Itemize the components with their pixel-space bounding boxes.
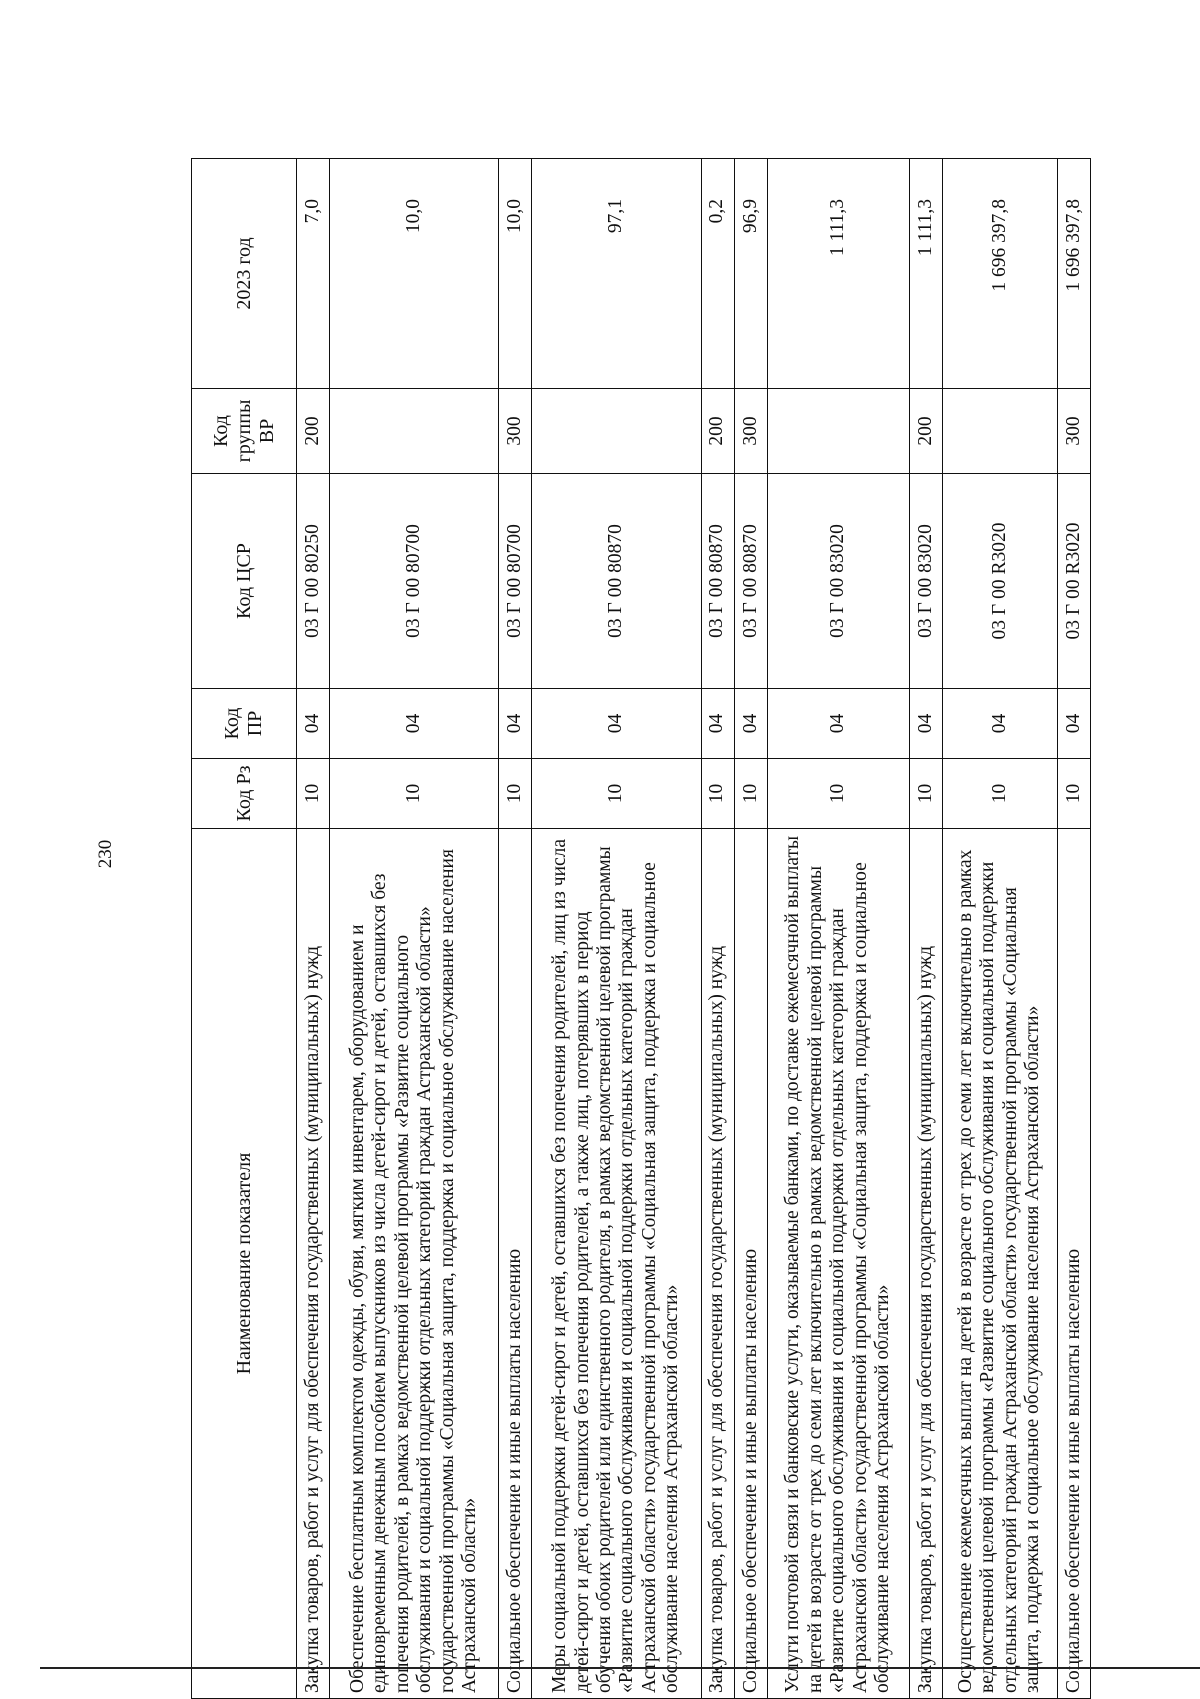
cell-vr: 300 (734, 389, 767, 474)
cell-csr: 03 Г 00 80700 (499, 474, 532, 689)
table-row (499, 159, 532, 1699)
cell-name: Меры социальной поддержки детей-сирот и детей, оставшихся без попечения родителей, лиц из числа детей-сирот и детей, оставшихся без попечения родителей, а также лиц, потерявших в период обучения обоих родителей или единственного родителя, в рамках ведомственной целевой программы «Развитие социального обслуживания и социальной поддержки отдельных категорий граждан Астраханской области» государственной программы «Социальная защита, поддержка и социальное обслуживание населения Астраханской области» (532, 829, 701, 1699)
cell-rz: 10 (532, 759, 701, 829)
cell-vr (767, 389, 909, 474)
cell-name: Обеспечение бесплатным комплектом одежды, обуви, мягким инвентарем, оборудованием и единовременным денежным пособием выпускников из числа детей-сирот и детей, оставшихся без попечения родителей, в рамках ведомственной целевой программы «Развитие социального обслуживания и социальной поддержки отдельных категорий граждан Астраханской области» государственной программы «Социальная защита, поддержка и социальное обслуживание населения Астраханской области» (330, 829, 499, 1699)
cell-rz: 10 (701, 759, 734, 829)
cell-value: 10,0 (499, 159, 532, 389)
cell-name: Закупка товаров, работ и услуг для обеспечения государственных (муниципальных) нужд (297, 829, 330, 1699)
cell-pr: 04 (499, 689, 532, 759)
cell-csr: 03 Г 00 83020 (767, 474, 909, 689)
cell-csr: 03 Г 00 80870 (734, 474, 767, 689)
cell-value: 1 696 397,8 (943, 159, 1058, 389)
cell-value: 1 111,3 (767, 159, 909, 389)
cell-value: 0,2 (701, 159, 734, 389)
header-pr: Код ПР (192, 689, 297, 759)
cell-value: 1 111,3 (909, 159, 942, 389)
table-row (297, 159, 330, 1699)
cell-rz: 10 (330, 759, 499, 829)
cell-value: 96,9 (734, 159, 767, 389)
table-body (297, 159, 1091, 1699)
cell-rz: 10 (297, 759, 330, 829)
cell-rz: 10 (767, 759, 909, 829)
cell-rz: 10 (1057, 759, 1090, 829)
header-rz: Код Рз (192, 759, 297, 829)
cell-value: 10,0 (330, 159, 499, 389)
cell-name: Услуги почтовой связи и банковские услуги, оказываемые банками, по доставке ежемесячной выплаты на детей в возрасте от трех до семи лет включительно в рамках ведомственной целевой программы «Развитие социального обслуживания и социальной поддержки отдельных категорий граждан Астраханской области» государственной программы «Социальная защита, поддержка и социальное обслуживание населения Астраханской области» (767, 829, 909, 1699)
cell-csr: 03 Г 00 83020 (909, 474, 942, 689)
table-row (1057, 159, 1090, 1699)
table-row (943, 159, 1058, 1699)
cell-vr: 300 (1057, 389, 1090, 474)
budget-table (191, 158, 1091, 1699)
table-header-row (192, 159, 297, 1699)
cell-pr: 04 (943, 689, 1058, 759)
cell-vr: 200 (297, 389, 330, 474)
cell-name: Закупка товаров, работ и услуг для обеспечения государственных (муниципальных) нужд (701, 829, 734, 1699)
cell-pr: 04 (330, 689, 499, 759)
cell-value: 97,1 (532, 159, 701, 389)
cell-vr: 200 (701, 389, 734, 474)
cell-pr: 04 (701, 689, 734, 759)
cell-rz: 10 (909, 759, 942, 829)
cell-pr: 04 (1057, 689, 1090, 759)
header-csr: Код ЦСР (192, 474, 297, 689)
cell-vr (330, 389, 499, 474)
page-number: 230 (95, 839, 116, 869)
header-name: Наименование показателя (192, 829, 297, 1699)
cell-rz: 10 (734, 759, 767, 829)
table-row (909, 159, 942, 1699)
cell-name: Социальное обеспечение и иные выплаты населению (734, 829, 767, 1699)
table-row (734, 159, 767, 1699)
table-row (330, 159, 499, 1699)
cell-csr: 03 Г 00 80700 (330, 474, 499, 689)
table-row (767, 159, 909, 1699)
cell-pr: 04 (767, 689, 909, 759)
header-value: 2023 год (192, 159, 297, 389)
cell-name: Социальное обеспечение и иные выплаты населению (1057, 829, 1090, 1699)
table-row (532, 159, 701, 1699)
cell-vr (943, 389, 1058, 474)
cell-vr: 200 (909, 389, 942, 474)
cell-csr: 03 Г 00 R3020 (943, 474, 1058, 689)
cell-rz: 10 (943, 759, 1058, 829)
cell-csr: 03 Г 00 R3020 (1057, 474, 1090, 689)
cell-pr: 04 (532, 689, 701, 759)
cell-pr: 04 (297, 689, 330, 759)
cell-pr: 04 (909, 689, 942, 759)
cell-vr (532, 389, 701, 474)
table-row (701, 159, 734, 1699)
cell-rz: 10 (499, 759, 532, 829)
cell-csr: 03 Г 00 80250 (297, 474, 330, 689)
budget-table-rotated (191, 159, 1091, 1699)
cell-value: 7,0 (297, 159, 330, 389)
cell-csr: 03 Г 00 80870 (532, 474, 701, 689)
cell-pr: 04 (734, 689, 767, 759)
cell-csr: 03 Г 00 80870 (701, 474, 734, 689)
cell-name: Закупка товаров, работ и услуг для обеспечения государственных (муниципальных) нужд (909, 829, 942, 1699)
cell-name: Осуществление ежемесячных выплат на детей в возрасте от трех до семи лет включительно в рамках ведомственной целевой программы «Развитие социального обслуживания и социальной поддержки отдельных категорий граждан Астраханской области» государственной программы «Социальная защита, поддержка и социальное обслуживание населения Астраханской области» (943, 829, 1058, 1699)
cell-value: 1 696 397,8 (1057, 159, 1090, 389)
bottom-rule (40, 1667, 1200, 1669)
cell-vr: 300 (499, 389, 532, 474)
cell-name: Социальное обеспечение и иные выплаты населению (499, 829, 532, 1699)
header-vr: Код группы ВР (192, 389, 297, 474)
